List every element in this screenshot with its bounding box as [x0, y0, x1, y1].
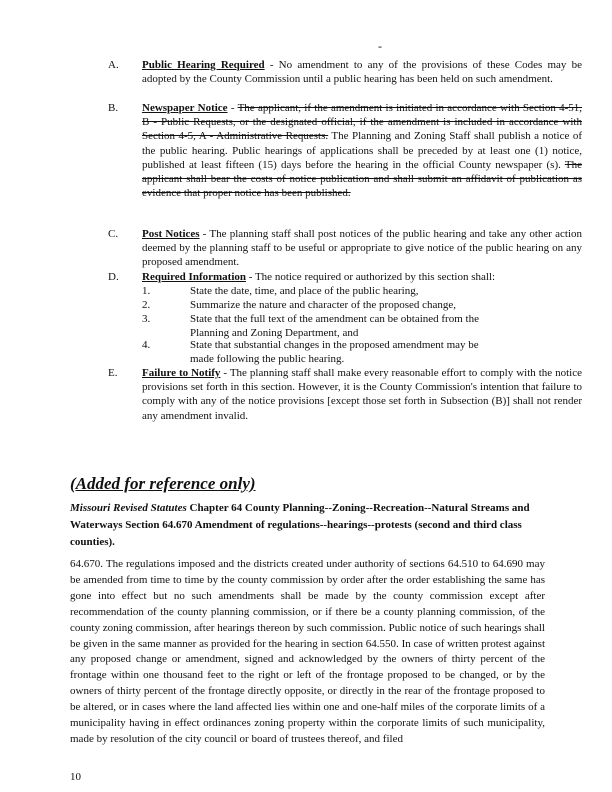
- item-text: -: [227, 102, 238, 114]
- sub-item-number: 1.: [142, 285, 151, 297]
- sub-item-text: State that the full text of the amendment can be obtained from the Planning and Zoning Department, and: [190, 313, 479, 340]
- item-letter: C.: [108, 228, 119, 240]
- item-body: [142, 101, 582, 200]
- reference-heading: (Added for reference only): [70, 474, 256, 493]
- statute-source: Missouri Revised Statutes: [70, 502, 187, 514]
- item-letter: A.: [108, 59, 119, 71]
- struck-text: The applicant shall bear the costs of notice publication and shall submit an affidavit of publication as evidence that proper notice has been published.: [142, 158, 582, 200]
- item-letter: D.: [108, 271, 119, 283]
- sub-item-text: Summarize the nature and character of the proposed change,: [190, 299, 457, 311]
- item-heading: Failure to Notify: [142, 367, 221, 379]
- item-body: [142, 366, 582, 423]
- item-text: - The notice required or authorized by this section shall:: [246, 271, 496, 283]
- top-mark: -: [378, 39, 382, 53]
- statute-title-text: Chapter 64 County Planning--Zoning--Recreation--Natural Streams and Waterways Section 64.670 Amendment of regulations--hearings--protests (second and third class counties).: [70, 502, 530, 548]
- page-number: 10: [70, 771, 81, 783]
- sub-item-number: 4.: [142, 339, 151, 351]
- item-letter: E.: [108, 367, 118, 379]
- item-heading: Post Notices: [142, 228, 200, 240]
- item-body: [142, 227, 582, 270]
- statute-body: 64.670. The regulations imposed and the districts created under authority of sections 64.510 to 64.690 may be amended from time to time by the county commission by order after the order establishing the same has gone into effect but no such amendments shall be made by the county commission except after recommendation of the county planning commission, or if there be a county planning commission, of the county zoning commission, after hearings thereon by such commission. Public notice of such hearings shall be given in the same manner as provided for the hearing in section 64.550. In case of written protest against any proposed change or amendment, signed and acknowledged by the owners of thirty percent of the frontage within one thousand feet to the right or left of the frontage proposed to be changed, or by the owners of thirty percent of the frontage directly opposite, or directly in the rear of the frontage proposed to be altered, or in cases where the land affected lies within one and one-half miles of the corporate limits of a municipality having in effect ordinances zoning property within the corporate limits of such municipality, made by resolution of the city council or board of trustees thereof, and filed: [70, 558, 545, 745]
- statute-title: [70, 500, 550, 551]
- item-body: [142, 270, 582, 284]
- struck-text: The applicant, if the amendment is initiated in accordance with Section 4-51, B - Public Requests, or the designated official, if the amendment is included in accordance with Section 4-5, A - Administrative Requests.: [142, 102, 583, 143]
- item-heading: Newspaper Notice: [142, 102, 228, 114]
- item-text: - No amendment to any of the provisions of these Codes may be adopted by the County Commission until a public hearing has been held on such amendment.: [142, 59, 583, 86]
- item-text: - The planning staff shall make every reasonable effort to comply with the notice provisions set forth in this section. However, it is the County Commission's intention that failure to comply with any of the notice provisions [except those set forth in Subsection (B)] shall not render any amendment invalid.: [142, 367, 582, 422]
- item-heading: Public Hearing Required: [142, 59, 265, 71]
- sub-item-number: 2.: [142, 299, 151, 311]
- sub-item-text: State the date, time, and place of the public hearing,: [190, 285, 419, 297]
- item-letter: B.: [108, 102, 119, 114]
- item-text: - The planning staff shall post notices of the public hearing and take any other action deemed by the planning staff to be useful or appropriate to give notice of the public hearing on any proposed amendment.: [142, 228, 583, 269]
- item-heading: Required Information: [142, 271, 246, 283]
- sub-item-number: 3.: [142, 313, 151, 325]
- item-text: The Planning and Zoning Staff shall publish a notice of the public hearing. Public hearings of applications shall be preceded by at least one (1) notice, published at least fifteen (15) days before the hearing in the official County newspaper (s).: [142, 130, 582, 171]
- item-body: [142, 58, 582, 86]
- sub-item-text: State that substantial changes in the proposed amendment may be made following the public hearing.: [190, 339, 479, 366]
